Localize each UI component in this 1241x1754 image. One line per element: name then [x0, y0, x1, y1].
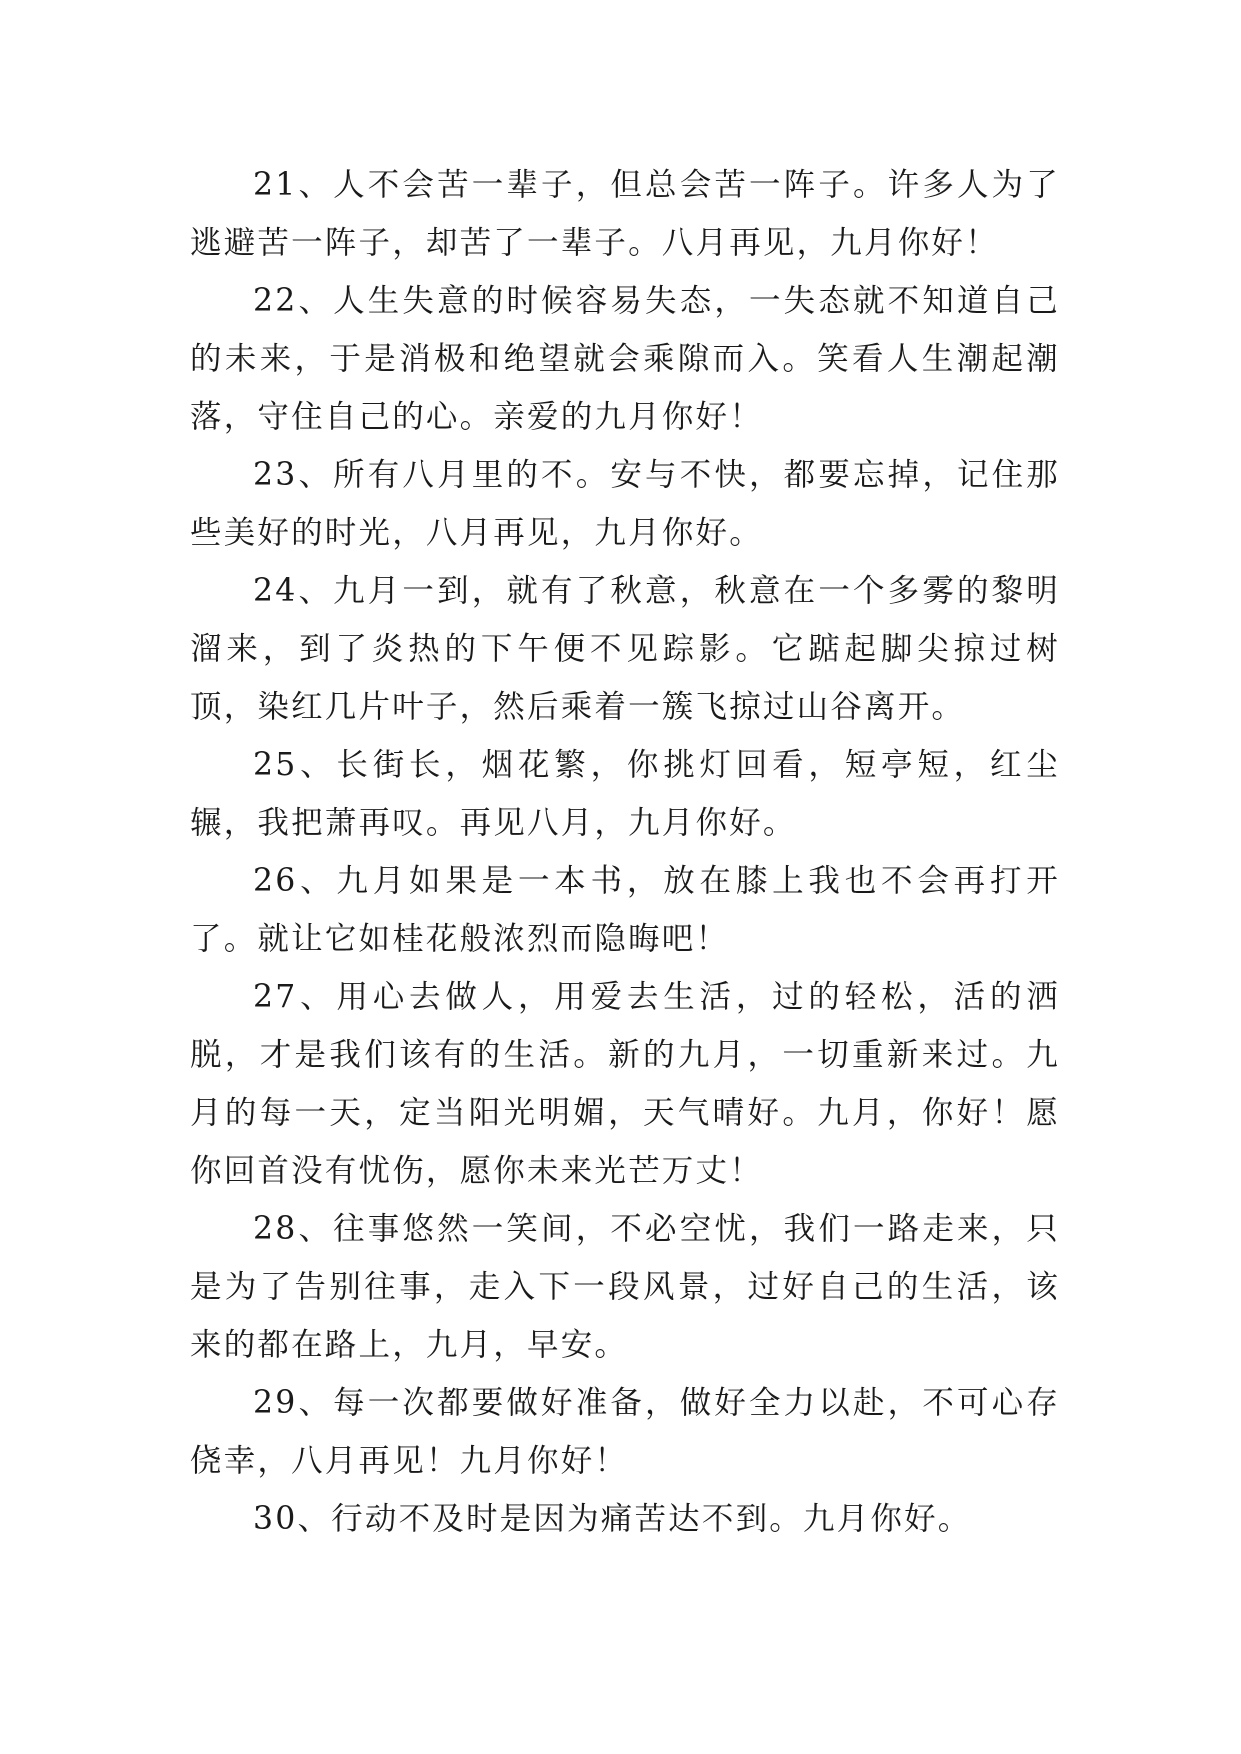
paragraph-26: 26、九月如果是一本书，放在膝上我也不会再打开了。就让它如桂花般浓烈而隐晦吧！ — [190, 863, 1060, 957]
paragraph-30: 30、行动不及时是因为痛苦达不到。九月你好。 — [253, 1501, 972, 1537]
paragraph-29: 29、每一次都要做好准备，做好全力以赴，不可心存侥幸，八月再见！九月你好！ — [190, 1385, 1060, 1479]
paragraph-21: 21、人不会苦一辈子，但总会苦一阵子。许多人为了逃避苦一阵子，却苦了一辈子。八月再见，九月你好！ — [190, 167, 1060, 261]
paragraph-27: 27、用心去做人，用爱去生活，过的轻松，活的洒脱，才是我们该有的生活。新的九月，一切重新来过。九月的每一天，定当阳光明媚，天气晴好。九月，你好！愿你回首没有忧伤，愿你未来光芒万丈！ — [190, 979, 1060, 1189]
paragraph-23: 23、所有八月里的不。安与不快，都要忘掉，记住那些美好的时光，八月再见，九月你好。 — [190, 457, 1060, 551]
paragraph-28: 28、往事悠然一笑间，不必空忧，我们一路走来，只是为了告别往事，走入下一段风景，过好自己的生活，该来的都在路上，九月，早安。 — [190, 1211, 1060, 1363]
document-body — [190, 156, 1060, 1548]
paragraph-24: 24、九月一到，就有了秋意，秋意在一个多雾的黎明溜来，到了炎热的下午便不见踪影。它踮起脚尖掠过树顶，染红几片叶子，然后乘着一簇飞掠过山谷离开。 — [190, 573, 1060, 725]
paragraph-25: 25、长街长，烟花繁，你挑灯回看，短亭短，红尘辗，我把萧再叹。再见八月，九月你好。 — [190, 747, 1060, 841]
paragraph-22: 22、人生失意的时候容易失态，一失态就不知道自己的未来，于是消极和绝望就会乘隙而入。笑看人生潮起潮落，守住自己的心。亲爱的九月你好！ — [190, 283, 1060, 435]
